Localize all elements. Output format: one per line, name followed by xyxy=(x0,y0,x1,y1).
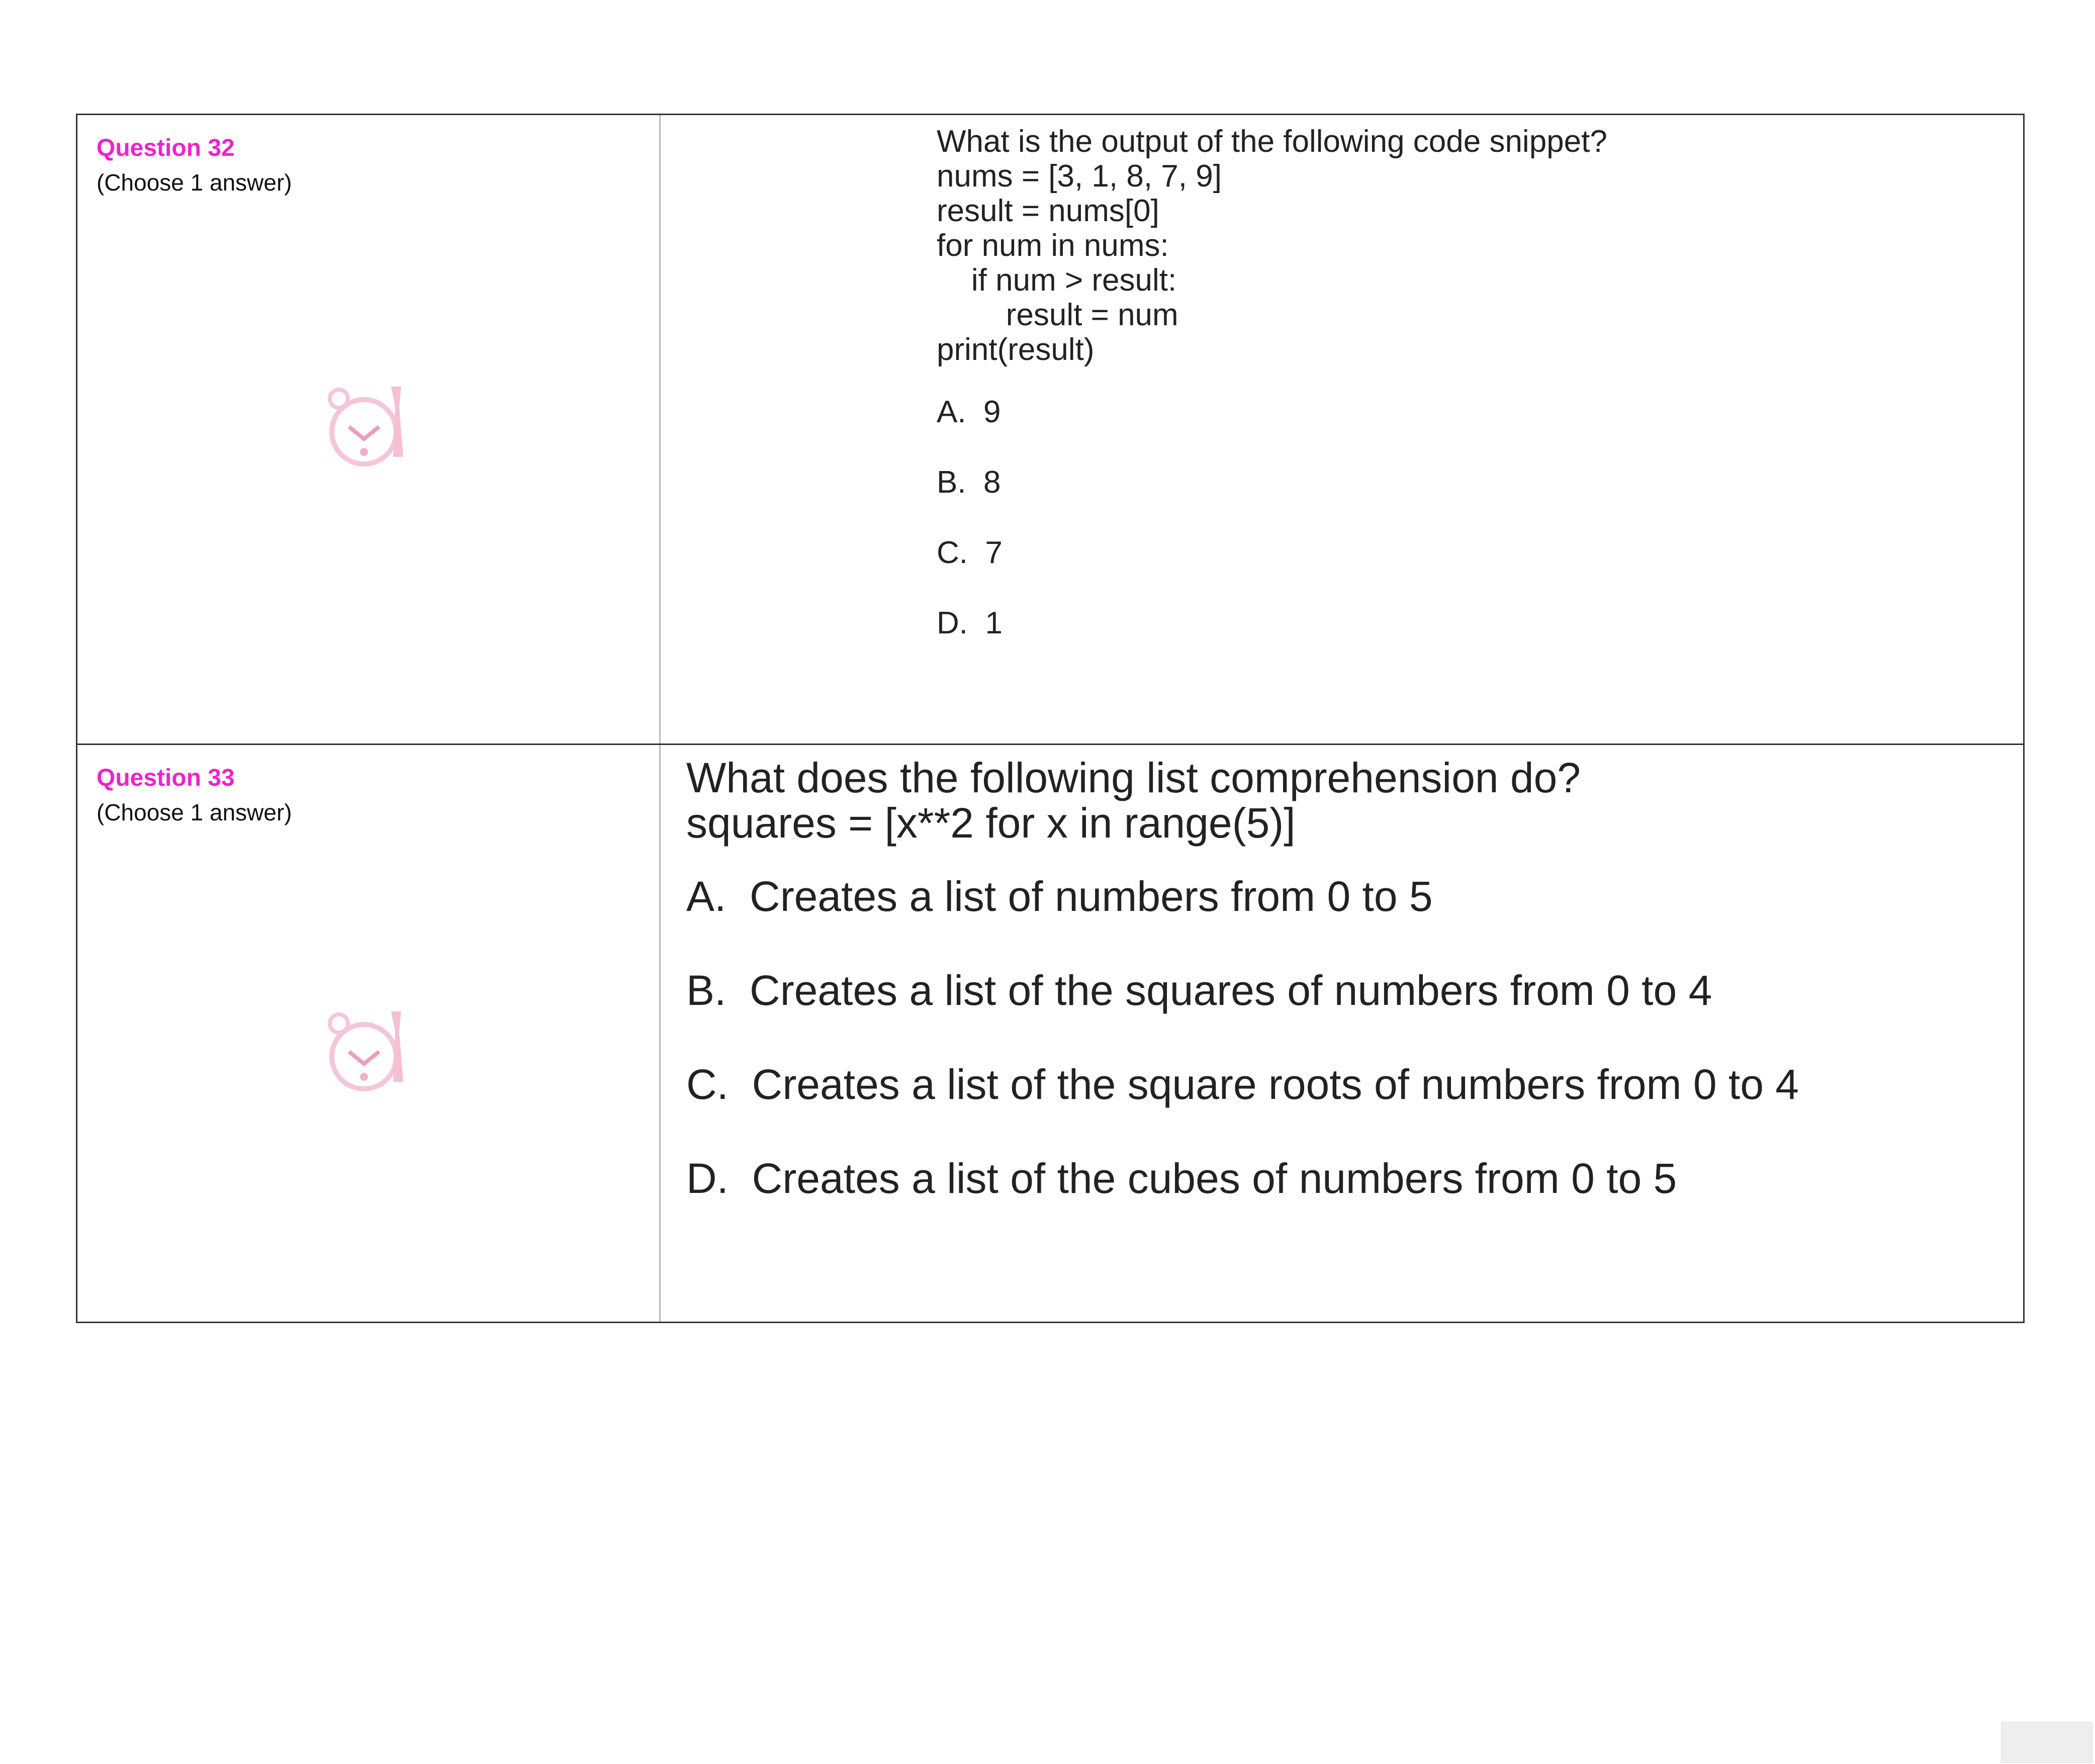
corner-logo-icon xyxy=(2001,1722,2092,1763)
code-line: result = nums[0] xyxy=(937,194,1159,228)
code-line: if num > result: xyxy=(937,263,1177,298)
code-line: print(result) xyxy=(937,332,1095,367)
answer-option-d[interactable]: D. Creates a list of the cubes of numbers from 0 to 5 xyxy=(686,1155,1677,1202)
question-meta-cell xyxy=(77,745,661,1322)
answer-option-a[interactable]: A. Creates a list of numbers from 0 to 5 xyxy=(686,873,1433,920)
question-prompt: What is the output of the following code snippet? xyxy=(937,124,1607,159)
watermark-logo-icon xyxy=(319,377,419,477)
question-instruction: (Choose 1 answer) xyxy=(97,799,292,825)
code-line: squares = [x**2 for x in range(5)] xyxy=(686,799,1296,847)
code-snippet xyxy=(686,800,1799,846)
code-snippet xyxy=(937,159,1607,367)
code-line: nums = [3, 1, 8, 7, 9] xyxy=(937,159,1222,194)
question-meta-cell xyxy=(77,115,661,744)
answer-option-c[interactable]: C. 7 xyxy=(937,535,1003,570)
question-row xyxy=(77,744,2023,1322)
question-number: Question 33 xyxy=(97,765,235,791)
answer-option-b[interactable]: B. 8 xyxy=(937,465,1001,500)
answer-option-d[interactable]: D. 1 xyxy=(937,606,1003,640)
question-number: Question 32 xyxy=(97,135,235,161)
question-body xyxy=(686,755,1799,1250)
questions-table xyxy=(76,114,2025,1323)
watermark-logo-icon xyxy=(319,1001,419,1102)
question-instruction: (Choose 1 answer) xyxy=(97,169,292,196)
answer-options xyxy=(686,874,1799,1250)
question-body xyxy=(937,124,1607,664)
question-content-cell xyxy=(661,745,2023,1322)
question-row xyxy=(77,115,2023,744)
answer-option-a[interactable]: A. 9 xyxy=(937,395,1001,429)
code-line: result = num xyxy=(937,298,1178,332)
answer-option-c[interactable]: C. Creates a list of the square roots of numbers from 0 to 4 xyxy=(686,1061,1799,1108)
question-prompt: What does the following list comprehension do? xyxy=(686,754,1581,801)
code-line: for num in nums: xyxy=(937,228,1169,263)
answer-option-b[interactable]: B. Creates a list of the squares of numbers from 0 to 4 xyxy=(686,967,1712,1014)
answer-options xyxy=(937,382,1607,664)
question-content-cell xyxy=(661,115,2023,744)
